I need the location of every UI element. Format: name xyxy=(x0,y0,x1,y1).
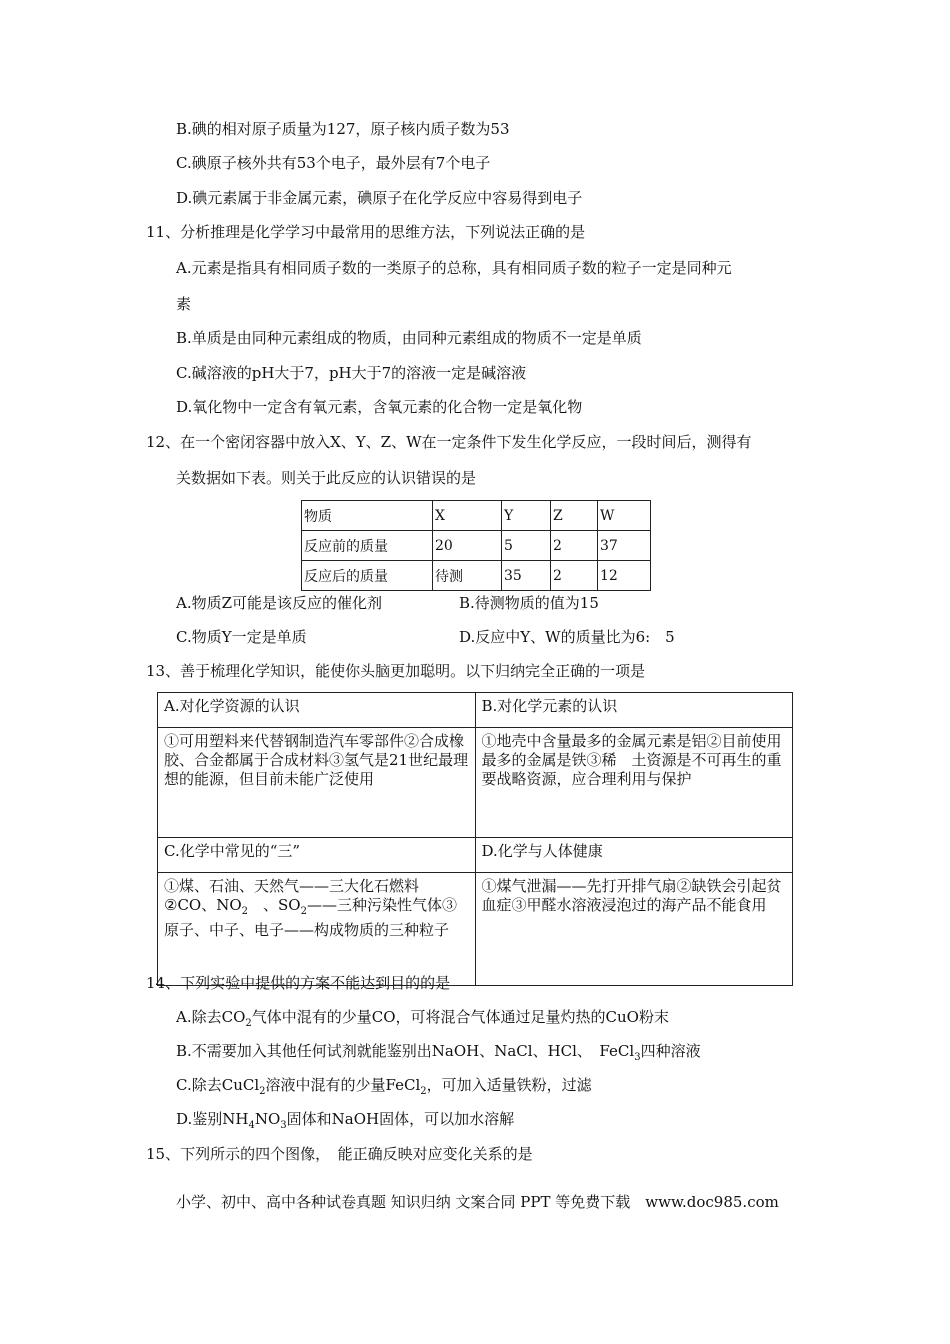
table-cell: 物质 xyxy=(302,501,433,531)
subscript: 2 xyxy=(241,906,249,917)
q12-stem-line2: 关数据如下表。则关于此反应的认识错误的是 xyxy=(176,469,477,487)
text-part: A.除去CO xyxy=(176,1008,246,1026)
table-cell: 2 xyxy=(551,531,598,561)
q12-option-b: B.待测物质的值为15 xyxy=(459,594,599,612)
q11-stem: 11、分析推理是化学学习中最常用的思维方法，下列说法正确的是 xyxy=(146,223,586,241)
q13-knowledge-table xyxy=(157,692,793,986)
table-row xyxy=(302,531,651,561)
q12-option-d: D.反应中Y、W的质量比为6: 5 xyxy=(459,628,675,646)
q12-option-c: C.物质Y一定是单质 xyxy=(176,628,307,646)
q12-option-a: A.物质Z可能是该反应的催化剂 xyxy=(176,594,383,612)
table-cell: 37 xyxy=(598,531,651,561)
q13-c-body-part2: ②CO、NO xyxy=(164,896,242,914)
table-cell: 反应前的质量 xyxy=(302,531,433,561)
q13-c-body-part1: ①煤、石油、天然气——三大化石燃料 xyxy=(164,877,420,895)
text-part: ，可加入适量铁粉，过滤 xyxy=(426,1076,592,1094)
q12-stem-line1: 12、在一个密闭容器中放入X、Y、Z、W在一定条件下发生化学反应，一段时间后，测得有 xyxy=(146,433,752,451)
text-part: C.除去CuCl xyxy=(176,1076,260,1094)
q14-option-b xyxy=(176,1041,701,1068)
table-row xyxy=(302,561,651,591)
q14-option-a xyxy=(176,1007,669,1034)
q13-a-title: A.对化学资源的认识 xyxy=(158,693,476,728)
subscript: 4 xyxy=(248,1120,255,1131)
q13-a-body: ①可用塑料来代替钢制造汽车零部件②合成橡胶、合金都属于合成材料③氢气是21世纪最理想的能源，但目前未能广泛使用 xyxy=(158,728,476,838)
table-cell: 5 xyxy=(502,531,551,561)
subscript: 2 xyxy=(420,1086,427,1097)
subscript: 2 xyxy=(300,906,307,917)
table-cell: W xyxy=(598,501,651,531)
text-part: B.不需要加入其他任何试剂就能鉴别出NaOH、NaCl、HCl、 FeCl xyxy=(176,1042,635,1060)
q14-option-d xyxy=(176,1109,514,1136)
table-header-row xyxy=(302,501,651,531)
text-part: 四种溶液 xyxy=(640,1042,701,1060)
q10-option-c: C.碘原子核外共有53个电子，最外层有7个电子 xyxy=(176,154,491,172)
q13-c-title: C.化学中常见的“三” xyxy=(158,838,476,873)
table-cell: 12 xyxy=(598,561,651,591)
subscript: 2 xyxy=(259,1086,266,1097)
text-part: 气体中混有的少量CO，可将混合气体通过足量灼热的CuO粉末 xyxy=(251,1008,669,1026)
q14-stem: 14、下列实验中提供的方案不能达到目的的是 xyxy=(146,974,451,992)
subscript: 3 xyxy=(634,1052,641,1063)
q11-option-c: C.碱溶液的pH大于7，pH大于7的溶液一定是碱溶液 xyxy=(176,364,527,382)
footer-text: 小学、初中、高中各种试卷真题 知识归纳 文案合同 PPT 等免费下载 www.doc985.com xyxy=(176,1193,779,1211)
q13-d-body: ①煤气泄漏——先打开排气扇②缺铁会引起贫血症③甲醛水溶液浸泡过的海产品不能食用 xyxy=(475,873,793,986)
table-cell: 35 xyxy=(502,561,551,591)
q12-data-table xyxy=(301,500,651,591)
table-cell: 待测 xyxy=(433,561,502,591)
q15-stem: 15、下列所示的四个图像， 能正确反映对应变化关系的是 xyxy=(146,1145,533,1163)
table-cell: X xyxy=(433,501,502,531)
text-part: 固体和NaOH固体，可以加水溶解 xyxy=(286,1110,515,1128)
text-part: 溶液中混有的少量FeCl xyxy=(265,1076,421,1094)
q14-option-c xyxy=(176,1075,592,1102)
table-cell: Y xyxy=(502,501,551,531)
text-part: NO xyxy=(254,1110,281,1128)
q10-option-b: B.碘的相对原子质量为127，原子核内质子数为53 xyxy=(176,120,510,138)
q11-option-a-line1: A.元素是指具有相同质子数的一类原子的总称，具有相同质子数的粒子一定是同种元 xyxy=(176,259,732,277)
q13-c-body-part4: ——三种污染性气体③原子、中子、电子——构成物质的三种粒子 xyxy=(164,896,457,939)
subscript: 2 xyxy=(245,1018,252,1029)
q11-option-b: B.单质是由同种元素组成的物质，由同种元素组成的物质不一定是单质 xyxy=(176,329,642,347)
table-cell: 2 xyxy=(551,561,598,591)
text-part: D.鉴别NH xyxy=(176,1110,249,1128)
q13-d-title: D.化学与人体健康 xyxy=(475,838,793,873)
q13-c-body-part3: 、SO xyxy=(248,896,301,914)
table-cell: 20 xyxy=(433,531,502,561)
q13-stem: 13、善于梳理化学知识，能使你头脑更加聪明。以下归纳完全正确的一项是 xyxy=(146,662,646,680)
q13-c-body xyxy=(158,873,476,986)
table-cell: Z xyxy=(551,501,598,531)
q13-b-body: ①地壳中含量最多的金属元素是铝②目前使用最多的金属是铁③稀 土资源是不可再生的重要战略资源，应合理利用与保护 xyxy=(475,728,793,838)
q13-b-title: B.对化学元素的认识 xyxy=(475,693,793,728)
subscript: 3 xyxy=(280,1120,287,1131)
q11-option-a-line2: 素 xyxy=(176,295,192,313)
q11-option-d: D.氧化物中一定含有氧元素，含氧元素的化合物一定是氧化物 xyxy=(176,398,583,416)
table-cell: 反应后的质量 xyxy=(302,561,433,591)
q10-option-d: D.碘元素属于非金属元素，碘原子在化学反应中容易得到电子 xyxy=(176,189,583,207)
